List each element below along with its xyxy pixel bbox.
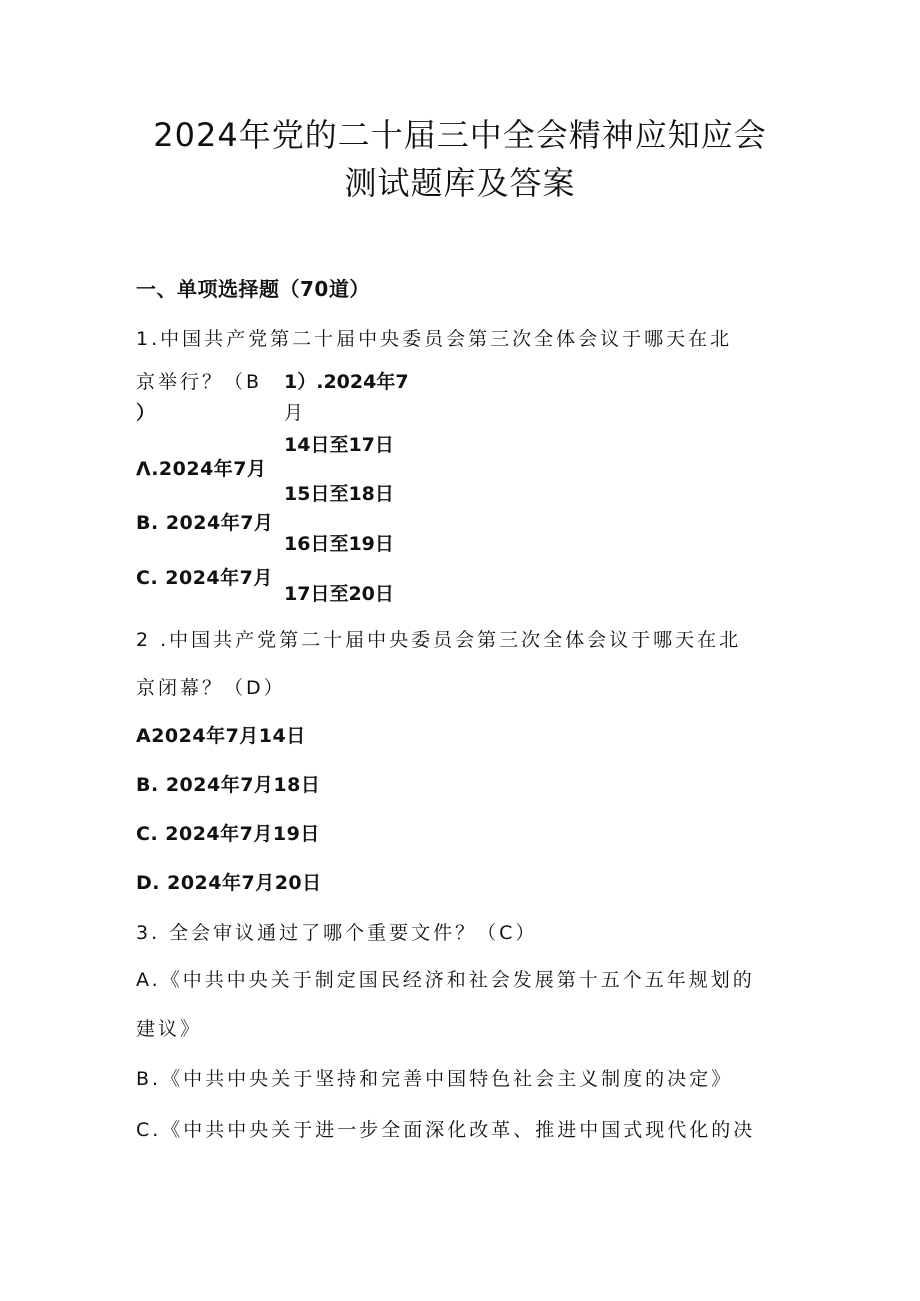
q1-option-b: B. 2024年7月 — [136, 512, 274, 534]
doc-title-line-1: 2024年党的二十届三中全会精神应知应会 — [153, 116, 767, 154]
q3-option-a-line-2: 建议》 — [136, 1018, 203, 1040]
q2-option-a: A2024年7月14日 — [136, 725, 306, 747]
q2-option-d: D. 2024年7月20日 — [136, 872, 322, 894]
q1-option-a: Λ.2024年7月 — [136, 458, 267, 480]
q3-option-a-line-1: A.《中共中央关于制定国民经济和社会发展第十五个五年规划的 — [136, 969, 755, 991]
q1-text-close-paren: ） — [136, 402, 156, 424]
q1-option-column-line-4: 15日至18日 — [284, 483, 394, 505]
q1-text-line-2: 京举行？（B — [136, 371, 263, 393]
section-heading: 一、单项选择题（70道） — [136, 277, 370, 301]
q2-option-b: B. 2024年7月18日 — [136, 774, 321, 796]
q2-text-line-2: 京闭幕？（D） — [136, 677, 286, 699]
q1-option-c: C. 2024年7月 — [136, 567, 273, 589]
q1-option-column-line-5: 16日至19日 — [284, 533, 394, 555]
q3-option-b: B.《中共中央关于坚持和完善中国特色社会主义制度的决定》 — [136, 1068, 734, 1090]
q1-text-line-1: 1.中国共产党第二十届中央委员会第三次全体会议于哪天在北 — [136, 328, 733, 350]
q1-option-column-line-1: 1）.2024年7 — [284, 371, 409, 393]
doc-title-line-2: 测试题库及答案 — [344, 164, 576, 202]
q1-option-column-line-3: 14日至17日 — [284, 434, 394, 456]
q1-option-column-line-2: 月 — [284, 402, 304, 424]
q3-text: 3. 全会审议通过了哪个重要文件？（C） — [136, 922, 538, 944]
q2-text-line-1: 2 .中国共产党第二十届中央委员会第三次全体会议于哪天在北 — [136, 629, 742, 651]
q1-option-column-line-6: 17日至20日 — [284, 583, 394, 605]
q2-option-c: C. 2024年7月19日 — [136, 823, 320, 845]
q3-option-c-line-1: C.《中共中央关于进一步全面深化改革、推进中国式现代化的决 — [136, 1119, 756, 1141]
